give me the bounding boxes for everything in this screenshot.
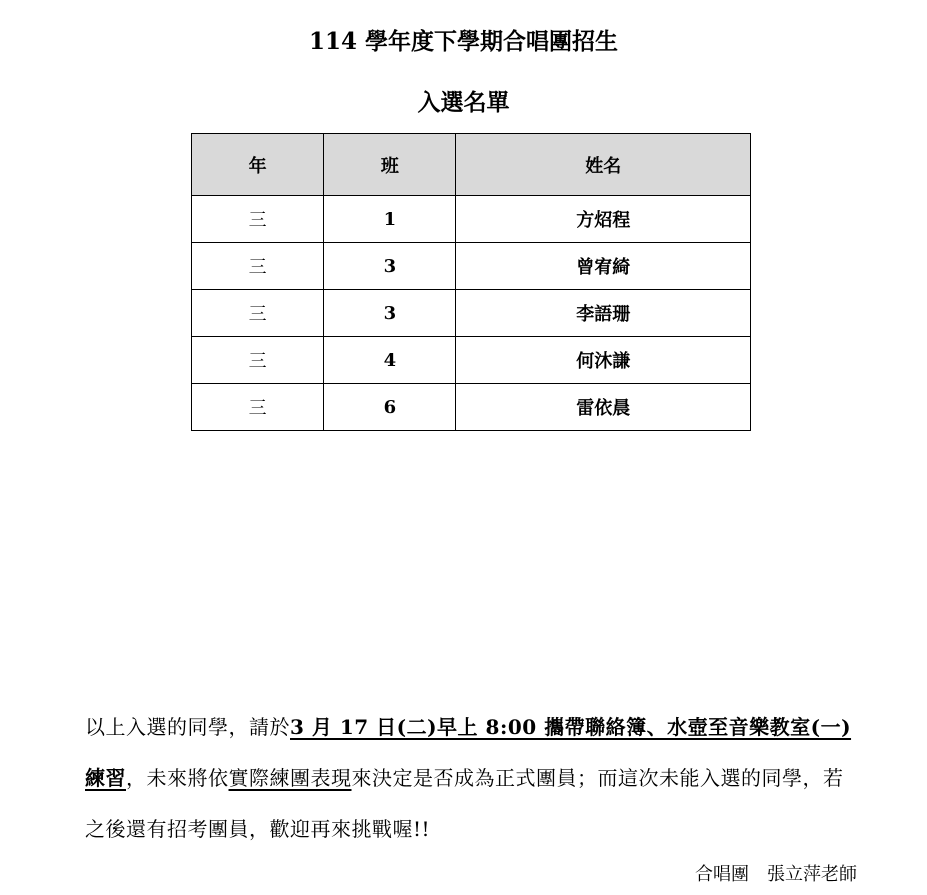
signature: 合唱團 張立萍老師 — [695, 864, 857, 885]
notice-text: 來決定是否成為正式團員；而這次未能入選的同學，若之後還有招考團員，歡迎再來挑戰喔!! — [85, 766, 844, 841]
cell-grade: 三 — [192, 290, 324, 337]
notice-text: 以上入選的同學，請於 — [85, 715, 290, 739]
cell-name: 雷依晨 — [456, 384, 751, 431]
table-row — [192, 337, 751, 384]
table-row — [192, 384, 751, 431]
cell-class: 3 — [324, 290, 456, 337]
table-row — [192, 243, 751, 290]
header-name: 姓名 — [456, 134, 751, 196]
cell-name: 曾宥綺 — [456, 243, 751, 290]
document-subtitle: 入選名單 — [417, 89, 510, 116]
cell-grade: 三 — [192, 337, 324, 384]
table-row — [192, 196, 751, 243]
notice-paragraph — [85, 702, 855, 855]
cell-grade: 三 — [192, 384, 324, 431]
header-class: 班 — [324, 134, 456, 196]
selection-table — [191, 133, 751, 431]
cell-grade: 三 — [192, 243, 324, 290]
notice-text: ，未來將依 — [126, 766, 229, 790]
cell-class: 1 — [324, 196, 456, 243]
cell-name: 方炤程 — [456, 196, 751, 243]
table-header-row — [192, 134, 751, 196]
cell-name: 何沐謙 — [456, 337, 751, 384]
cell-class: 3 — [324, 243, 456, 290]
notice-schedule: 3 月 17 日(二)早上 8:00 攜帶聯絡簿、水壺至音樂教室(一)練習 — [85, 715, 852, 790]
document-title: 114 學年度下學期合唱團招生 — [308, 28, 619, 55]
notice-criteria: 實際練團表現 — [228, 766, 352, 790]
cell-grade: 三 — [192, 196, 324, 243]
header-grade: 年 — [192, 134, 324, 196]
cell-name: 李語珊 — [456, 290, 751, 337]
table-row — [192, 290, 751, 337]
cell-class: 6 — [324, 384, 456, 431]
cell-class: 4 — [324, 337, 456, 384]
